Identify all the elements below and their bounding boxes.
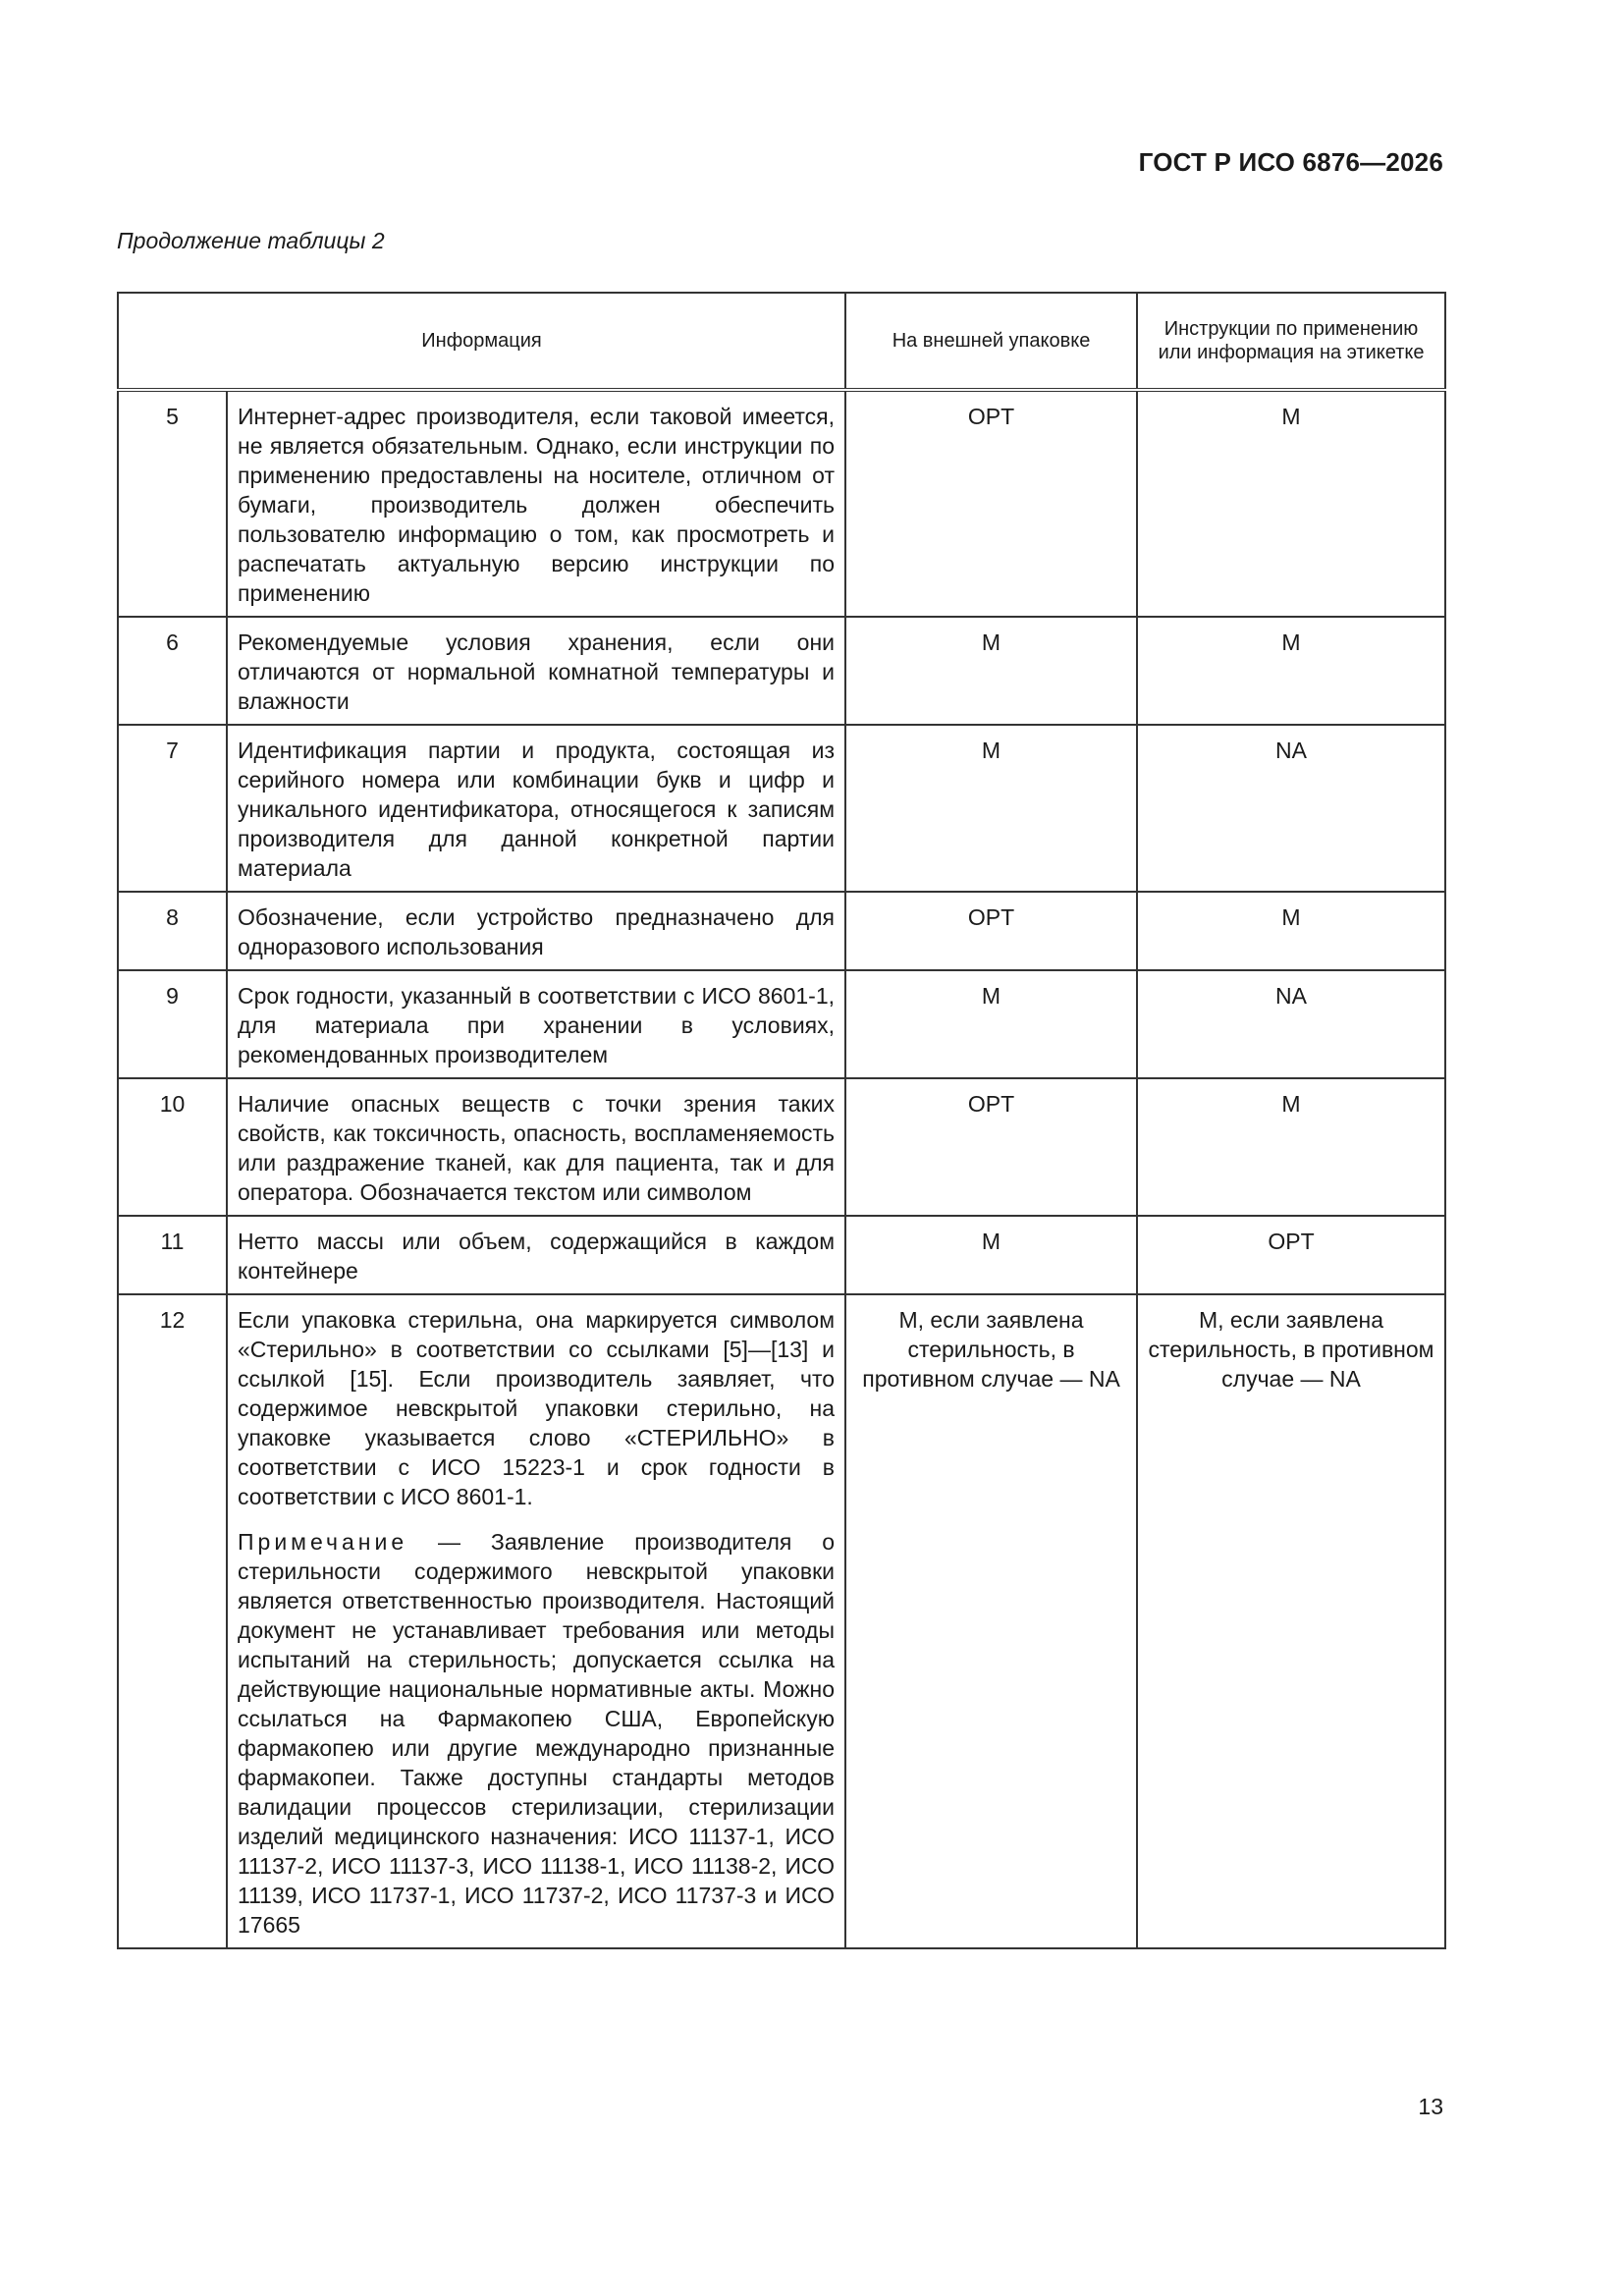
row-label: M bbox=[1137, 1078, 1445, 1216]
row-number: 11 bbox=[118, 1216, 227, 1294]
table-row bbox=[118, 892, 1445, 970]
row-info-text: Если упаковка стерильна, она маркируется символом «Стерильно» в соответствии со ссылками [5]—[13] и ссылкой [15]. Если производитель заявляет, что содержимое невскрытой упаковки стерильно, на упаковке указывается слово «СТЕРИЛЬНО» в соответствии с ИСО 15223-1 и срок годности в соответствии с ИСО 8601-1. bbox=[238, 1307, 836, 1509]
row-note bbox=[238, 1527, 835, 1940]
row-number: 9 bbox=[118, 970, 227, 1078]
row-label: M, если заявлена стерильность, в противном случае — NA bbox=[1137, 1294, 1445, 1948]
row-info bbox=[227, 1294, 845, 1948]
table-row bbox=[118, 725, 1445, 892]
row-number: 6 bbox=[118, 617, 227, 725]
row-number: 7 bbox=[118, 725, 227, 892]
table-row bbox=[118, 390, 1445, 617]
row-outer-pack: M bbox=[845, 725, 1137, 892]
row-info: Нетто массы или объем, содержащийся в каждом контейнере bbox=[227, 1216, 845, 1294]
row-label: M bbox=[1137, 617, 1445, 725]
table-caption: Продолжение таблицы 2 bbox=[117, 228, 385, 253]
row-outer-pack: OPT bbox=[845, 390, 1137, 617]
table-row bbox=[118, 1216, 1445, 1294]
row-label: OPT bbox=[1137, 1216, 1445, 1294]
note-label: Примечание bbox=[238, 1529, 408, 1555]
row-number: 8 bbox=[118, 892, 227, 970]
row-label: NA bbox=[1137, 725, 1445, 892]
column-header-outer-pack: На внешней упаковке bbox=[845, 293, 1137, 390]
row-number: 10 bbox=[118, 1078, 227, 1216]
requirements-table bbox=[117, 292, 1446, 1949]
row-number: 5 bbox=[118, 390, 227, 617]
document-code: ГОСТ Р ИСО 6876—2026 bbox=[1138, 147, 1443, 177]
row-outer-pack: M bbox=[845, 617, 1137, 725]
row-number: 12 bbox=[118, 1294, 227, 1948]
page-number: 13 bbox=[1418, 2094, 1443, 2119]
table-row bbox=[118, 1078, 1445, 1216]
row-info: Срок годности, указанный в соответствии с ИСО 8601-1, для материала при хранении в условиях, рекомендованных производителем bbox=[227, 970, 845, 1078]
row-outer-pack: OPT bbox=[845, 892, 1137, 970]
row-info: Наличие опасных веществ с точки зрения таких свойств, как токсичность, опасность, воспламеняемость или раздражение тканей, как для пациента, так и для оператора. Обозначается текстом или символом bbox=[227, 1078, 845, 1216]
row-info: Идентификация партии и продукта, состоящая из серийного номера или комбинации букв и цифр и уникального идентификатора, относящегося к записям производителя для данной конкретной партии материала bbox=[227, 725, 845, 892]
note-text: — Заявление производителя о стерильности содержимого невскрытой упаковки является ответственностью производителя. Настоящий документ не устанавливает требования или методы испытаний на стерильность; допускается ссылка на действующие национальные нормативные акты. Можно ссылаться на Фармакопею США, Европейскую фармакопею или другие международно признанные фармакопеи. Также доступны стандарты методов валидации процессов стерилизации, стерилизации изделий медицинского назначения: ИСО 11137-1, ИСО 11137-2, ИСО 11137-3, ИСО 11138-1, ИСО 11138-2, ИСО 11139, ИСО 11737-1, ИСО 11737-2, ИСО 11737-3 и ИСО 17665 bbox=[238, 1529, 836, 1938]
table-row bbox=[118, 617, 1445, 725]
row-info: Рекомендуемые условия хранения, если они отличаются от нормальной комнатной температуры и влажности bbox=[227, 617, 845, 725]
row-outer-pack: M, если заявлена стерильность, в противном случае — NA bbox=[845, 1294, 1137, 1948]
row-info: Интернет-адрес производителя, если таковой имеется, не является обязательным. Однако, если инструкции по применению предоставлены на носителе, отличном от бумаги, производитель должен обеспечить пользователю информацию о том, как просмотреть и распечатать актуальную версию инструкции по применению bbox=[227, 390, 845, 617]
row-label: M bbox=[1137, 390, 1445, 617]
row-outer-pack: M bbox=[845, 1216, 1137, 1294]
column-header-label: Инструкции по применению или информация на этикетке bbox=[1137, 293, 1445, 390]
table-row bbox=[118, 1294, 1445, 1948]
table-row bbox=[118, 970, 1445, 1078]
row-label: M bbox=[1137, 892, 1445, 970]
row-label: NA bbox=[1137, 970, 1445, 1078]
table-header-row bbox=[118, 293, 1445, 390]
row-outer-pack: OPT bbox=[845, 1078, 1137, 1216]
column-header-info: Информация bbox=[118, 293, 845, 390]
row-info: Обозначение, если устройство предназначено для одноразового использования bbox=[227, 892, 845, 970]
row-outer-pack: M bbox=[845, 970, 1137, 1078]
